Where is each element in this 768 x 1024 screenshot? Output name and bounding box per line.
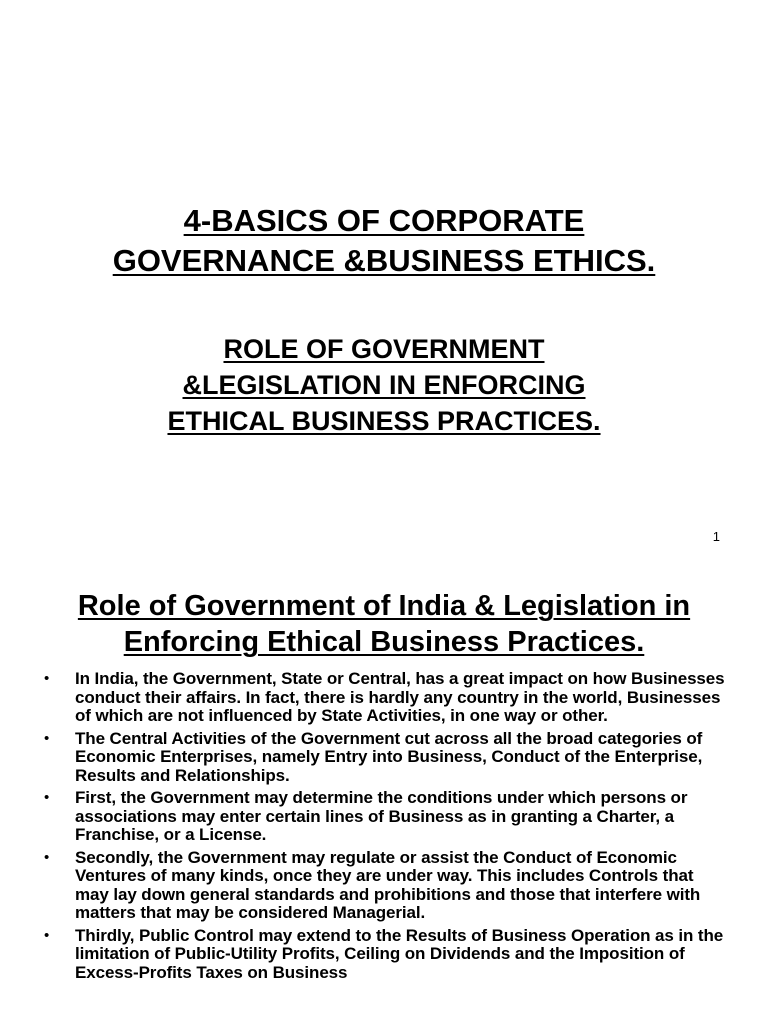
slide-heading xyxy=(0,588,768,660)
slide-divider xyxy=(0,561,768,565)
heading-line-2: Enforcing Ethical Business Practices. xyxy=(123,626,645,658)
slide-2 xyxy=(0,566,768,1024)
bullet-text: In India, the Government, State or Central, has a great impact on how Businesses conduct their affairs. In fact, there is hardly any country in the world, Businesses of which are not influenced by State Activities, in one way or other. xyxy=(75,669,725,725)
bullet-text: The Central Activities of the Government cut across all the broad categories of Economic Enterprises, namely Entry into Business, Conduct of the Enterprise, Results and Relationships. xyxy=(75,728,703,785)
page-title xyxy=(0,201,768,281)
bullet-item xyxy=(40,927,730,983)
subtitle-line-1: ROLE OF GOVERNMENT xyxy=(223,334,545,364)
subtitle-line-2: &LEGISLATION IN ENFORCING xyxy=(182,370,586,400)
bullet-text: Secondly, the Government may regulate or assist the Conduct of Economic Ventures of many kinds, once they are under way. This includes Controls that may lay down general standards and prohibitions and those that interfere with matters that may be considered Managerial. xyxy=(75,847,701,922)
bullet-text: Thirdly, Public Control may extend to the Results of Business Operation as in the limitation of Public-Utility Profits, Ceiling on Dividends and the Imposition of Excess-Profits Taxes on Business xyxy=(75,925,724,982)
bullet-item xyxy=(40,670,730,726)
bullet-item xyxy=(40,789,730,845)
title-line-2: GOVERNANCE &BUSINESS ETHICS. xyxy=(112,243,656,278)
bullet-item xyxy=(40,730,730,786)
bullet-item xyxy=(40,849,730,923)
bullet-text: First, the Government may determine the conditions under which persons or associations may enter certain lines of Business as in granting a Charter, a Franchise, or a License. xyxy=(75,788,688,844)
heading-line-1: Role of Government of India & Legislation in xyxy=(77,590,691,622)
page-subtitle xyxy=(0,331,768,439)
subtitle-line-3: ETHICAL BUSINESS PRACTICES. xyxy=(167,406,601,436)
page-number: 1 xyxy=(712,529,720,544)
bullet-marker: • xyxy=(44,670,50,687)
bullet-list xyxy=(40,670,730,986)
bullet-marker: • xyxy=(44,789,50,806)
title-line-1: 4-BASICS OF CORPORATE xyxy=(183,203,585,238)
bullet-marker: • xyxy=(44,848,50,866)
bullet-marker: • xyxy=(44,926,50,944)
bullet-marker: • xyxy=(44,729,50,747)
